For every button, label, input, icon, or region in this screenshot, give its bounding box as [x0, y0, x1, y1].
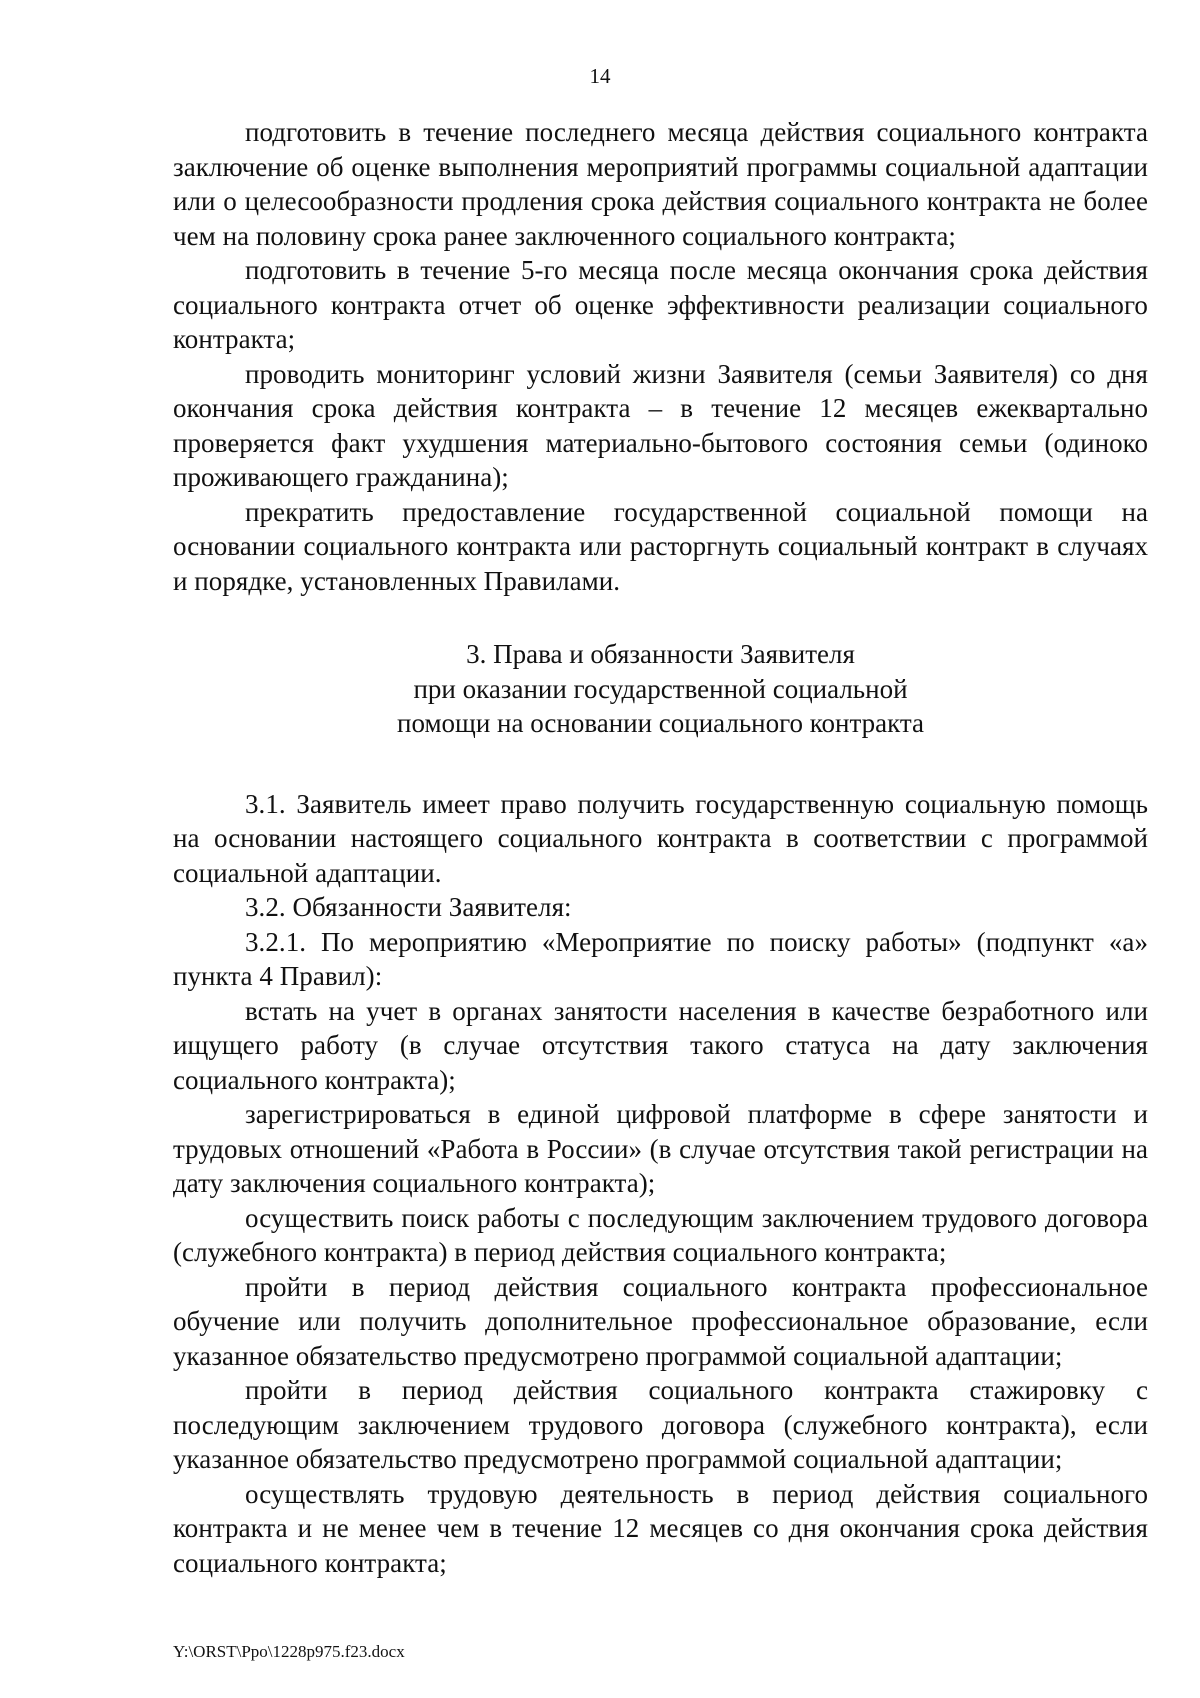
section-heading-line: 3. Права и обязанности Заявителя [466, 639, 855, 669]
section-heading-line: помощи на основании социального контракта [397, 708, 924, 738]
paragraph: проводить мониторинг условий жизни Заявителя (семьи Заявителя) со дня окончания срока действия контракта – в течение 12 месяцев ежеквартально проверяется факт ухудшения материально-бытового состояния семьи (одиноко проживающего гражданина); [173, 358, 1148, 492]
section-heading [173, 598, 1148, 787]
paragraph: пройти в период действия социального контракта профессиональное обучение или получить дополнительное профессиональное образование, если указанное обязательство предусмотрено программой социальной адаптации; [173, 1271, 1148, 1371]
paragraph: зарегистрироваться в единой цифровой платформе в сфере занятости и трудовых отношений «Работа в России» (в случае отсутствия такой регистрации на дату заключения социального контракта); [173, 1099, 1148, 1198]
paragraph: 3.2. Обязанности Заявителя: [245, 892, 572, 922]
paragraph: подготовить в течение последнего месяца действия социального контракта заключение об оценке выполнения мероприятий программы социальной адаптации или о целесообразности продления срока действия социального контракта не более чем на половину срока ранее заключенного социального контракта; [173, 117, 1148, 251]
paragraph: осуществлять трудовую деятельность в период действия социального контракта и не менее чем в течение 12 месяцев со дня окончания срока действия социального контракта; [173, 1478, 1148, 1578]
paragraph: 3.2.1. По мероприятию «Мероприятие по поиску работы» (подпункт «а» пункта 4 Правил): [173, 926, 1148, 991]
footer-file-path: Y:\ORST\Ppo\1228p975.f23.docx [173, 1642, 405, 1661]
paragraph: 3.1. Заявитель имеет право получить государственную социальную помощь на основании настоящего социального контракта в соответствии с программой социальной адаптации. [173, 788, 1148, 888]
document-body [173, 115, 1148, 1580]
section-heading-line: при оказании государственной социальной [413, 673, 908, 704]
paragraph: пройти в период действия социального контракта стажировку с последующим заключением трудового договора (служебного контракта), если указанное обязательство предусмотрено программой социальной адаптации; [173, 1375, 1148, 1474]
paragraph: прекратить предоставление государственной социальной помощи на основании социального контракта или расторгнуть социальный контракт в случаях и порядке, установленных Правилами. [173, 496, 1148, 596]
page-number: 14 [589, 64, 611, 88]
paragraph: осуществить поиск работы с последующим заключением трудового договора (служебного контракта) в период действия социального контракта; [173, 1202, 1148, 1267]
paragraph: подготовить в течение 5-го месяца после месяца окончания срока действия социального контракта отчет об оценке эффективности реализации социального контракта; [173, 255, 1148, 354]
paragraph: встать на учет в органах занятости населения в качестве безработного или ищущего работу (в случае отсутствия такого статуса на дату заключения социального контракта); [173, 995, 1148, 1095]
